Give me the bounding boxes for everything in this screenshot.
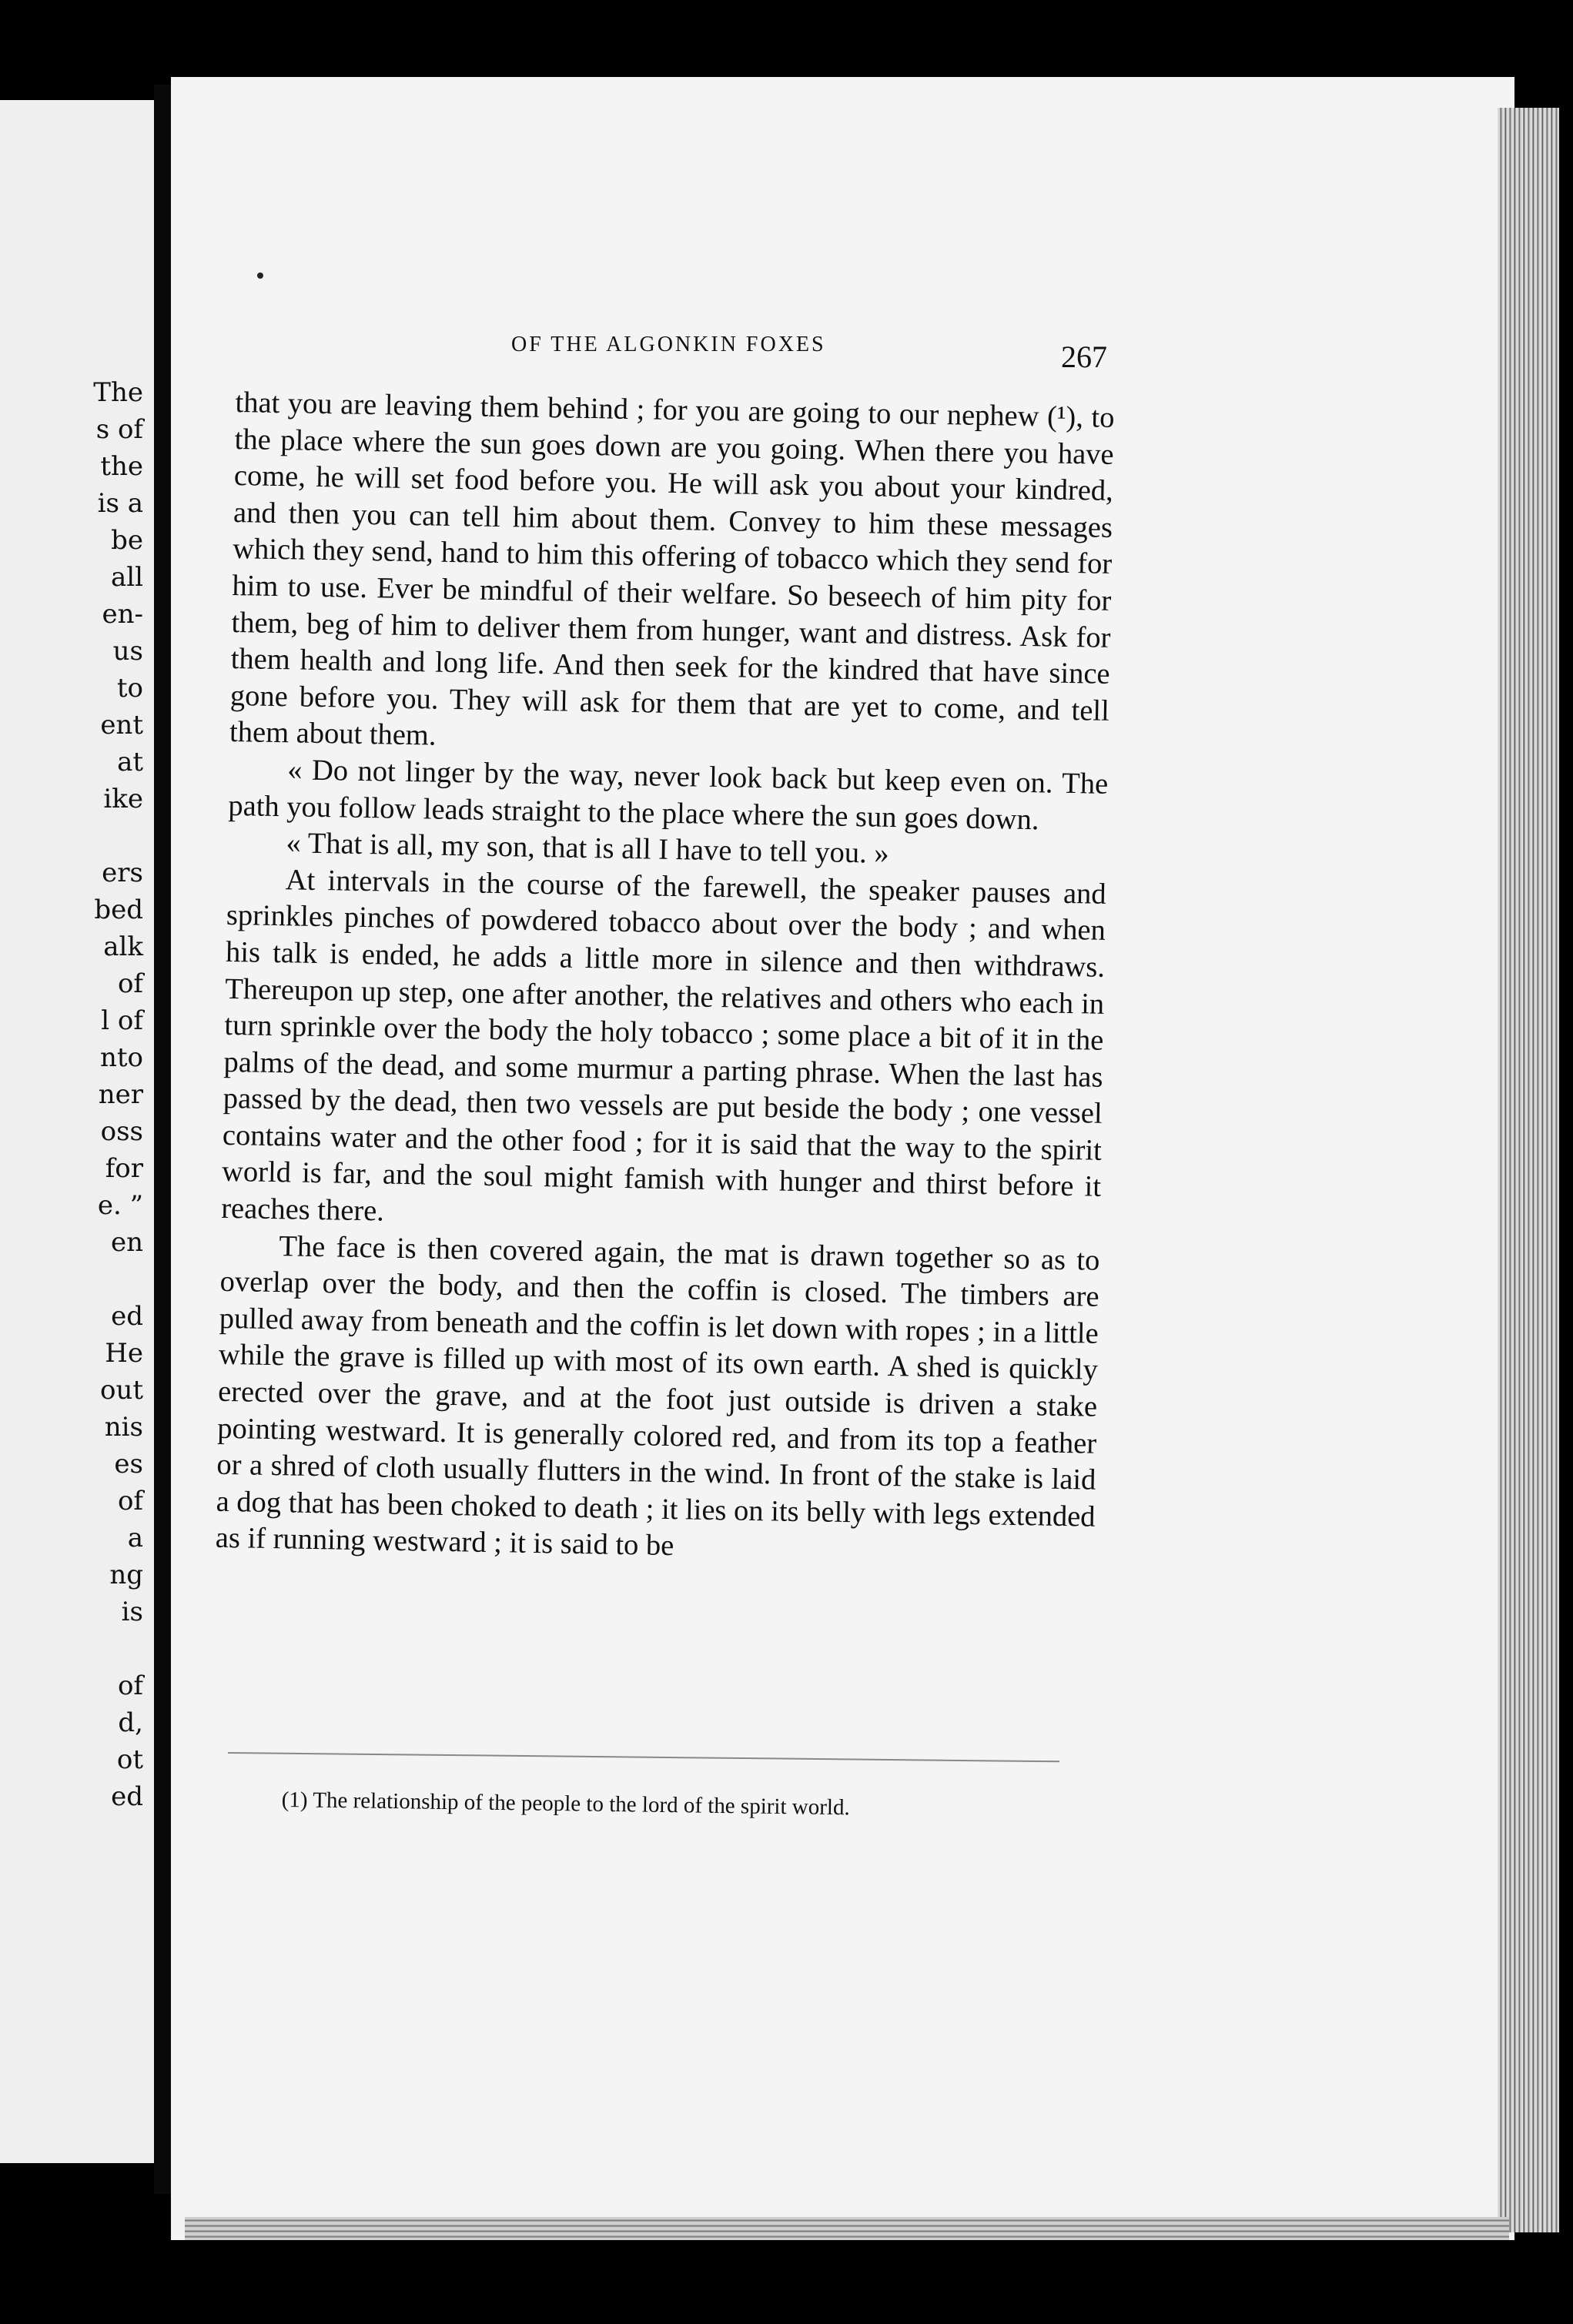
- left-page-fragment: alk: [103, 931, 143, 962]
- left-page-fragment: ike: [103, 784, 143, 814]
- left-page-fragment: He: [105, 1338, 143, 1369]
- left-page-fragment: ner: [98, 1079, 143, 1110]
- paragraph: « Do not linger by the way, never look back but keep even on. The path you follow leads straight to the place where the sun goes down.: [228, 754, 1109, 836]
- paragraph: « That is all, my son, that is all I have to tell you. »: [286, 827, 889, 871]
- left-page-fragment: all: [110, 562, 143, 593]
- left-page-fragment: ent: [100, 710, 143, 741]
- body-text: [215, 385, 1114, 1573]
- running-title: OF THE ALGONKIN FOXES: [511, 333, 826, 356]
- footnote: (1) The relationship of the people to the lord of the spirit world.: [281, 1787, 850, 1821]
- left-page-fragment: ed: [111, 1781, 143, 1812]
- left-page-fragment: of: [117, 968, 143, 999]
- left-page-fragment: nto: [99, 1042, 143, 1073]
- ink-speck: [257, 273, 263, 279]
- left-page-fragment: en-: [102, 599, 143, 630]
- left-page-fragment: at: [117, 747, 143, 777]
- left-page-fragment: bed: [94, 894, 143, 925]
- left-page-fragment: the: [100, 451, 143, 482]
- left-page-fragment: be: [111, 525, 143, 556]
- left-page-fragment: s of: [95, 414, 143, 445]
- left-page-fragment: is a: [97, 488, 143, 519]
- left-page-fragment: e. ”: [97, 1190, 143, 1221]
- paragraph: At intervals in the course of the farewell, the speaker pauses and sprinkles pinches of powdered tobacco about over the body ; and when his talk is ended, he adds a little more in silence and then withdraws. Thereupon up step, one after another, the relatives and others who each in turn sprinkle over the body the holy tobacco ; some place a bit of it in the palms of the dead, and some murmur a parting phrase. When the last has passed by the dead, then two vessels are put beside the body ; one vessel contains water and the other food ; for it is said that the way to the spirit world is far, and the soul might famish with hunger and thirst before it reaches there.: [220, 863, 1106, 1228]
- left-page-fragment: a: [127, 1523, 143, 1553]
- left-page-fragment: for: [105, 1153, 143, 1184]
- page-stack-edge: [1498, 108, 1559, 2232]
- left-page-fragment: es: [114, 1449, 143, 1480]
- left-page-fragment: is: [121, 1597, 143, 1627]
- left-page-fragment: ot: [116, 1744, 143, 1775]
- page-bottom-edge: [185, 2217, 1509, 2240]
- left-page-fragment: ers: [102, 858, 143, 888]
- paragraph: The face is then covered again, the mat is drawn together so as to overlap over the body, and then the coffin is closed. The timbers are pulled away from beneath and the coffin is let down with ropes ; in a little while the grave is filled up with most of its own earth. A shed is quickly erected over the grave, and at the foot just outside is driven a stake pointing westward. It is generally colored red, and from its top a feather or a shred of cloth usually flutters in the wind. In front of the stake is laid a dog that has been choked to death ; it lies on its belly with legs extended as if running westward ; it is said to be: [215, 1229, 1100, 1563]
- previous-page-fragment: [0, 100, 154, 2163]
- left-page-fragment: of: [117, 1486, 143, 1516]
- left-page-fragment: to: [116, 673, 143, 704]
- left-page-fragment: en: [110, 1227, 143, 1258]
- left-page-fragment: us: [112, 636, 143, 667]
- left-page-fragment: oss: [100, 1116, 143, 1147]
- left-page-fragment: ng: [109, 1560, 143, 1590]
- left-page-fragment: ed: [111, 1301, 143, 1332]
- left-page-fragment: nis: [104, 1412, 143, 1443]
- left-page-fragment: out: [99, 1375, 143, 1406]
- paragraph: that you are leaving them behind ; for you are going to our nephew (¹), to the place where the sun goes down are you going. When there you have come, he will set food before you. He will ask you about your kindred, and then you can tell him about them. Convey to him these messages which they send, hand to him this offering of tobacco which they send for him to use. Ever be mindful of their welfare. So beseech of him pity for them, beg of him to deliver them from hunger, want and distress. Ask for them health and long life. And then seek for the kindred that have since gone before you. They will ask for them that are yet to come, and tell them about them.: [229, 386, 1115, 752]
- left-page-fragment: The: [93, 377, 143, 408]
- left-page-fragment: l of: [101, 1005, 143, 1036]
- page-number: 267: [1061, 339, 1107, 374]
- left-page-fragment: of: [117, 1670, 143, 1701]
- left-page-fragment: d,: [118, 1707, 143, 1738]
